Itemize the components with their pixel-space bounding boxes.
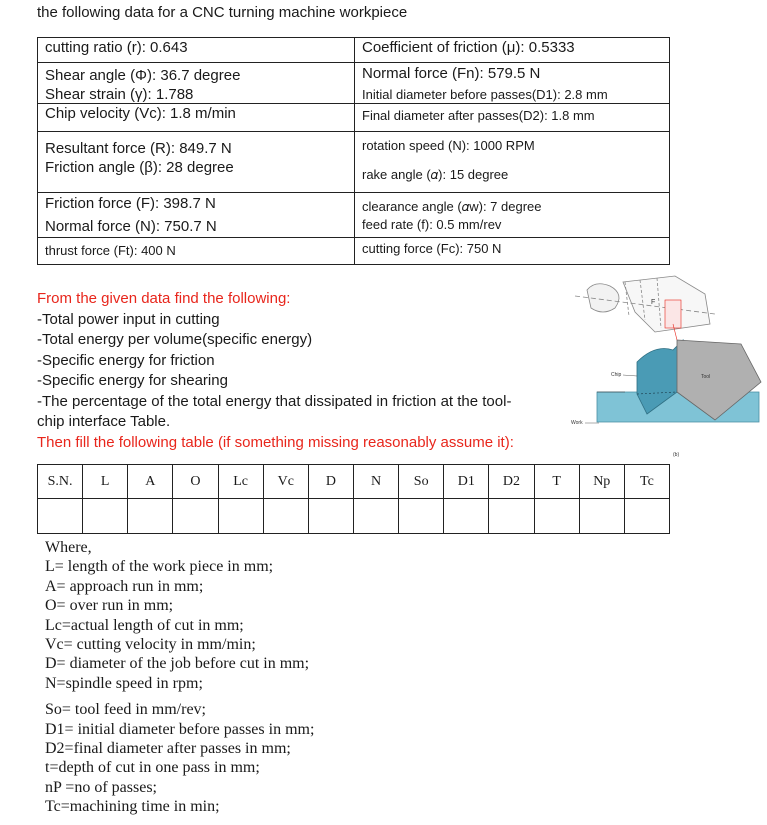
- intro-text: the following data for a CNC turning machine workpiece: [37, 4, 408, 21]
- legend-line: D= diameter of the job before cut in mm;: [45, 655, 310, 673]
- given-cutting-force: cutting force (Fc): 750 N: [355, 238, 670, 265]
- given-final-diameter: Final diameter after passes(D2): 1.8 mm: [355, 104, 670, 132]
- table-cell: [263, 499, 308, 534]
- given-shear-angle: Shear angle (Φ): 36.7 degree: [45, 67, 241, 84]
- machining-table-header-row: [38, 465, 670, 499]
- given-rake-angle: rake angle (𝛼): 15 degree: [362, 167, 509, 182]
- table-cell: [579, 499, 624, 534]
- cutting-diagram: [565, 272, 765, 467]
- given-shear-strain: Shear strain (γ): 1.788: [45, 86, 194, 103]
- table-cell: [308, 499, 353, 534]
- table-cell: [444, 499, 489, 534]
- header-d1: D1: [444, 465, 489, 499]
- header-vc: Vc: [263, 465, 308, 499]
- given-initial-diameter: Initial diameter before passes(D1): 2.8 mm: [362, 87, 608, 102]
- given-thrust-force: thrust force (Ft): 400 N: [38, 238, 355, 265]
- given-normal-force-fn: Normal force (Fn): 579.5 N: [362, 65, 541, 82]
- given-shear-angle-strain: [38, 63, 355, 104]
- header-t: T: [534, 465, 579, 499]
- header-d2: D2: [489, 465, 534, 499]
- table-cell: [534, 499, 579, 534]
- header-o: O: [173, 465, 218, 499]
- given-clearance-feed: [355, 193, 670, 238]
- legend-line: D1= initial diameter before passes in mm;: [45, 720, 315, 738]
- legend-gap: [45, 693, 314, 700]
- machining-table: [37, 464, 670, 534]
- fill-instruction: Then fill the following table (if something missing reasonably assume it):: [37, 433, 514, 451]
- table-cell: [128, 499, 173, 534]
- header-tc: Tc: [624, 465, 669, 499]
- task-item: -Specific energy for friction: [37, 351, 215, 369]
- given-resultant-friction-angle: [38, 132, 355, 193]
- given-normal-force-initial-diameter: [355, 63, 670, 104]
- given-friction-angle: Friction angle (β): 28 degree: [45, 159, 234, 176]
- table-cell: [38, 499, 83, 534]
- legend-line: A= approach run in mm;: [45, 577, 204, 595]
- table-cell: [624, 499, 669, 534]
- legend-line: So= tool feed in mm/rev;: [45, 701, 206, 719]
- given-rotation-speed: rotation speed (N): 1000 RPM: [362, 138, 535, 153]
- given-chip-velocity: Chip velocity (Vc): 1.8 m/min: [38, 104, 355, 132]
- given-friction-normal: [38, 193, 355, 238]
- task-heading: From the given data find the following:: [37, 290, 291, 307]
- chip-pointer: [623, 375, 637, 376]
- legend-line: N=spindle speed in rpm;: [45, 674, 203, 692]
- table-cell: [83, 499, 128, 534]
- given-data-table: [37, 37, 670, 265]
- chip-label: Chip: [611, 372, 622, 378]
- task-item: chip interface Table.: [37, 413, 171, 430]
- given-clearance-angle: clearance angle (𝛼w): 7 degree: [362, 199, 542, 214]
- work-label: Work: [571, 420, 583, 426]
- legend-section: [45, 538, 314, 817]
- tool-label: Tool: [701, 374, 711, 380]
- force-f-label: F: [651, 299, 656, 306]
- given-resultant-force: Resultant force (R): 849.7 N: [45, 140, 232, 157]
- legend-line: Tc=machining time in min;: [45, 798, 220, 816]
- header-d: D: [308, 465, 353, 499]
- legend-title: Where,: [45, 539, 92, 556]
- header-a: A: [128, 465, 173, 499]
- table-cell: [489, 499, 534, 534]
- legend-line: O= over run in mm;: [45, 597, 174, 615]
- header-so: So: [399, 465, 444, 499]
- given-coefficient-friction: Coefficient of friction (μ): 0.5333: [355, 38, 670, 63]
- legend-line: nP =no of passes;: [45, 778, 157, 796]
- table-cell: [353, 499, 398, 534]
- legend-line: D2=final diameter after passes in mm;: [45, 740, 291, 758]
- given-rotation-rake: [355, 132, 670, 193]
- legend-line: t=depth of cut in one pass in mm;: [45, 759, 260, 777]
- figure-caption: (b): [673, 452, 680, 458]
- machining-table-empty-row: [38, 499, 670, 534]
- task-list: [37, 289, 514, 453]
- legend-line: Lc=actual length of cut in mm;: [45, 616, 244, 634]
- header-l: L: [83, 465, 128, 499]
- task-item: -Total power input in cutting: [37, 310, 220, 328]
- table-cell: [218, 499, 263, 534]
- header-lc: Lc: [218, 465, 263, 499]
- given-normal-force-n: Normal force (N): 750.7 N: [45, 218, 217, 235]
- given-cutting-ratio: cutting ratio (r): 0.643: [38, 38, 355, 63]
- header-n: N: [353, 465, 398, 499]
- given-friction-force: Friction force (F): 398.7 N: [45, 195, 216, 212]
- given-feed-rate: feed rate (f): 0.5 mm/rev: [362, 217, 502, 232]
- header-np: Np: [579, 465, 624, 499]
- legend-line: L= length of the work piece in mm;: [45, 558, 274, 576]
- legend-line: Vc= cutting velocity in mm/min;: [45, 636, 256, 654]
- task-item: -The percentage of the total energy that dissipated in friction at the tool-: [37, 392, 512, 410]
- table-cell: [399, 499, 444, 534]
- tool-shank-sketch: [575, 276, 715, 332]
- table-cell: [173, 499, 218, 534]
- task-item: -Specific energy for shearing: [37, 372, 228, 389]
- header-sn: S.N.: [38, 465, 83, 499]
- task-item: -Total energy per volume(specific energy): [37, 331, 313, 348]
